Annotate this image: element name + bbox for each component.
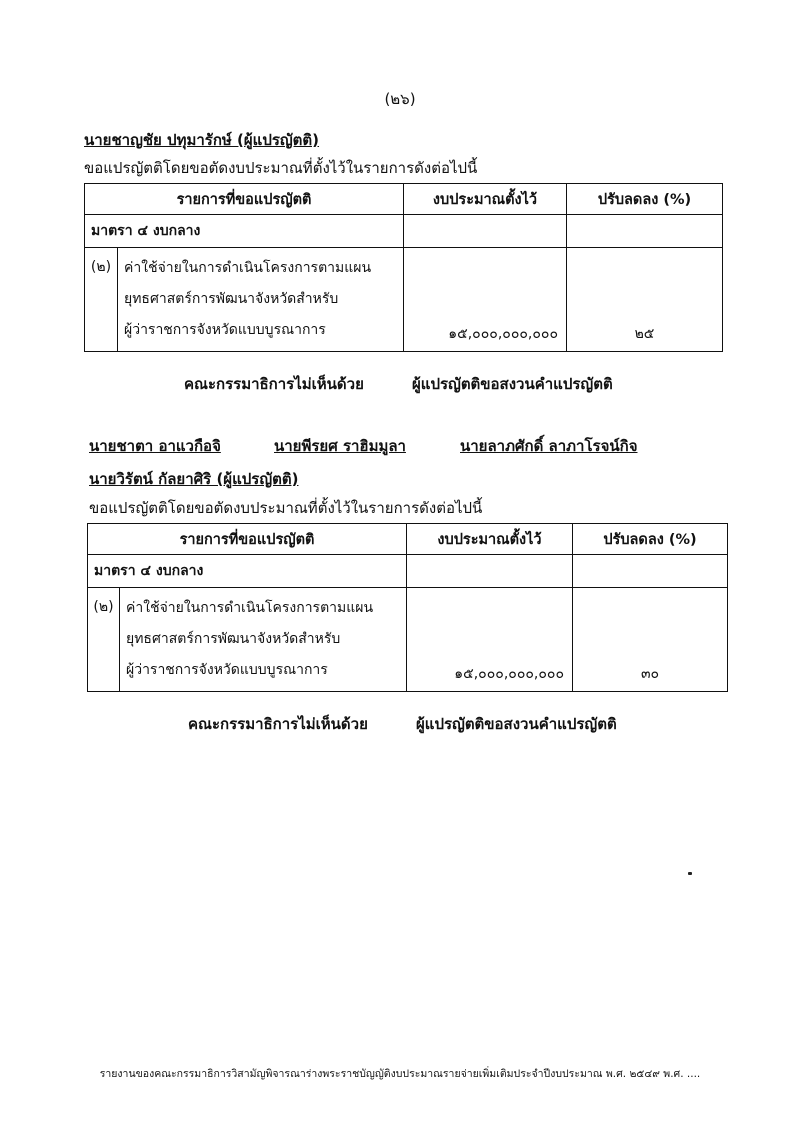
proposer-name: นายชาญชัย ปทุมารักษ์ (ผู้แปรญัตติ) [84,131,320,149]
proposer-statement: ผู้แปรญัตติขอสงวนคำแปรญัตติ [416,715,617,733]
proposer-statement: ผู้แปรญัตติขอสงวนคำแปรญัตติ [412,375,613,393]
item-description: ค่าใช้จ่ายในการดำเนินโครงการตามแผน ยุทธศาสตร์การพัฒนาจังหวัดสำหรับ ผู้ว่าราชการจังหวัดแบบบูรณาการ [118,248,404,352]
request-intro: ขอแปรญัตติโดยขอตัดงบประมาณที่ตั้งไว้ในรายการดังต่อไปนี้ [89,499,483,517]
cut-percent: ๓๐ [573,588,728,692]
header-item: รายการที่ขอแปรญัตติ [88,524,407,555]
header-budget: งบประมาณตั้งไว้ [404,184,567,215]
section-label: มาตรา ๔ งบกลาง [85,215,404,248]
amendment-table [87,523,728,692]
proposer-name: นายพีรยศ ราฮิมมูลา [274,437,406,455]
committee-statement: คณะกรรมาธิการไม่เห็นด้วย [184,375,364,393]
budget-amount: ๑๕,๐๐๐,๐๐๐,๐๐๐ [404,248,567,352]
page-footer: รายงานของคณะกรรมาธิการวิสามัญพิจารณาร่างพระราชบัญญัติงบประมาณรายจ่ายเพิ่มเติมประจำปีงบประมาณ พ.ศ. ๒๕๔๙ พ.ศ. .... [99,1068,701,1080]
section-label: มาตรา ๔ งบกลาง [88,555,407,588]
page-number: (๒๖) [384,90,416,108]
proposer-name: นายลาภศักดิ์ ลาภาโรจน์กิจ [460,437,638,455]
header-cut: ปรับลดลง (%) [567,184,723,215]
committee-statement: คณะกรรมาธิการไม่เห็นด้วย [188,715,368,733]
stray-mark [688,872,692,875]
proposer-name: นายวิรัตน์ กัลยาศิริ (ผู้แปรญัตติ) [89,470,299,488]
proposer-name: นายชาตา อาแวกือจิ [89,437,221,455]
header-item: รายการที่ขอแปรญัตติ [85,184,404,215]
item-description: ค่าใช้จ่ายในการดำเนินโครงการตามแผน ยุทธศาสตร์การพัฒนาจังหวัดสำหรับ ผู้ว่าราชการจังหวัดแบบบูรณาการ [120,588,407,692]
item-number: (๒) [88,588,120,692]
cut-percent: ๒๕ [567,248,723,352]
budget-amount: ๑๕,๐๐๐,๐๐๐,๐๐๐ [407,588,573,692]
amendment-table [84,183,723,352]
item-number: (๒) [85,248,118,352]
request-intro: ขอแปรญัตติโดยขอตัดงบประมาณที่ตั้งไว้ในรายการดังต่อไปนี้ [84,159,478,177]
header-budget: งบประมาณตั้งไว้ [407,524,573,555]
header-cut: ปรับลดลง (%) [573,524,728,555]
